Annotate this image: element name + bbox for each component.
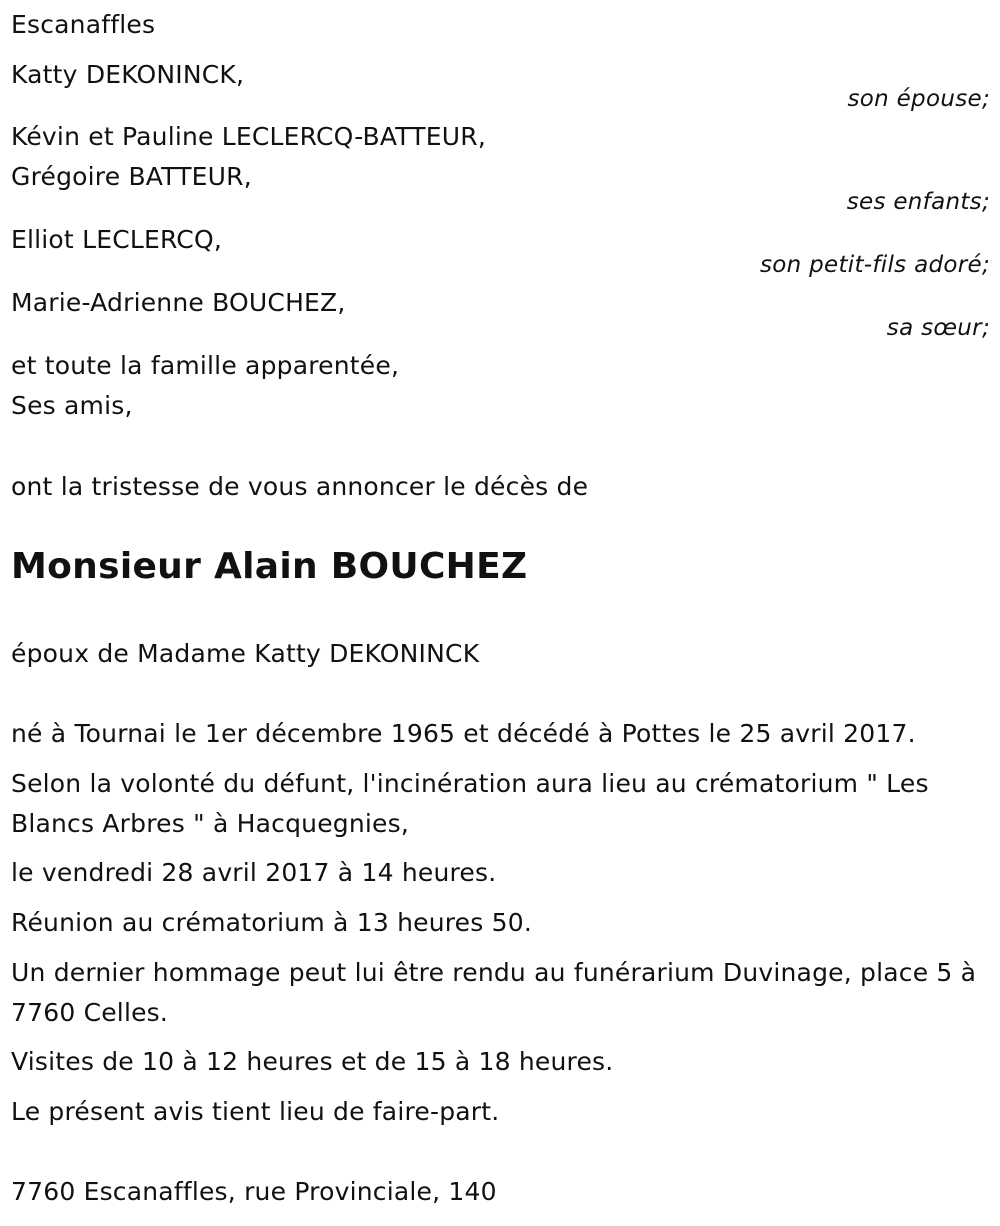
sister-name: Marie-Adrienne BOUCHEZ,	[11, 288, 346, 317]
tribute-info: Un dernier hommage peut lui être rendu au funérarium Duvinage, place 5 à 7760 Celles.	[11, 958, 977, 1027]
announcement-intro: ont la tristesse de vous annoncer le décès de	[11, 472, 589, 501]
location-heading: Escanaffles	[11, 10, 156, 39]
extended-family: et toute la famille apparentée,	[11, 351, 400, 380]
deceased-name: Monsieur Alain BOUCHEZ	[11, 546, 528, 587]
children-line-2: Grégoire BATTEUR,	[11, 162, 252, 191]
children-line-1: Kévin et Pauline LECLERCQ-BATTEUR,	[11, 122, 486, 151]
spouse-name: Katty DEKONINCK,	[11, 60, 245, 89]
visiting-hours: Visites de 10 à 12 heures et de 15 à 18 heures.	[11, 1047, 614, 1076]
sister-role: sa sœur;	[886, 315, 990, 341]
friends: Ses amis,	[11, 391, 133, 420]
ceremony-date: le vendredi 28 avril 2017 à 14 heures.	[11, 858, 497, 887]
children-role: ses enfants;	[846, 189, 990, 215]
cremation-info: Selon la volonté du défunt, l'incinération aura lieu au crématorium " Les Blancs Arbres " à Hacquegnies,	[11, 769, 929, 838]
spouse-role: son épouse;	[847, 86, 990, 112]
spouse-of: époux de Madame Katty DEKONINCK	[11, 639, 480, 668]
family-address: 7760 Escanaffles, rue Provinciale, 140	[11, 1177, 497, 1206]
meeting-time: Réunion au crématorium à 13 heures 50.	[11, 908, 532, 937]
grandson-name: Elliot LECLERCQ,	[11, 225, 222, 254]
birth-death: né à Tournai le 1er décembre 1965 et décédé à Pottes le 25 avril 2017.	[11, 719, 916, 748]
notice-statement: Le présent avis tient lieu de faire-part.	[11, 1097, 500, 1126]
grandson-role: son petit-fils adoré;	[759, 252, 990, 278]
